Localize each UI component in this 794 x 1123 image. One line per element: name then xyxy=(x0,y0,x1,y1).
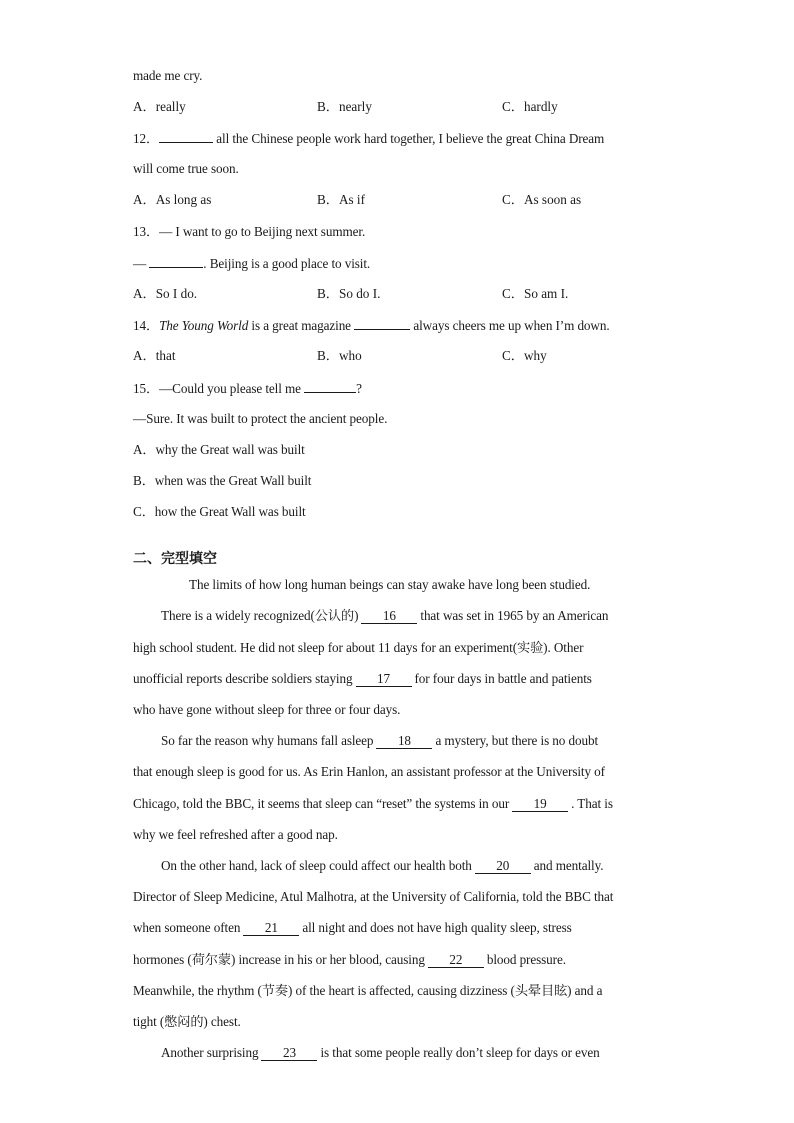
q14-stem: 14．The Young World is a great magazine always cheers me up when I’m down. xyxy=(133,318,610,333)
q14-option-a: A．that xyxy=(133,348,176,363)
q13-option-b: B．So do I. xyxy=(317,286,381,301)
blank-16[interactable]: 16 xyxy=(361,609,417,624)
q13-stem-line2: — . Beijing is a good place to visit. xyxy=(133,256,371,271)
q13-blank xyxy=(149,254,203,268)
q12-blank xyxy=(159,129,213,143)
blank-22[interactable]: 22 xyxy=(428,953,484,968)
q15-blank xyxy=(304,379,356,393)
q12-stem-line1: 12． all the Chinese people work hard together, I believe the great China Dream xyxy=(133,131,605,146)
q13-stem-line1: 13．— I want to go to Beijing next summer. xyxy=(133,224,366,239)
p4-line1: Another surprising 23 is that some people really don’t sleep for days or even xyxy=(161,1045,600,1060)
q14-option-c: C．why xyxy=(502,348,547,363)
p2-line3: Chicago, told the BBC, it seems that sleep can “reset” the systems in our 19 . That is xyxy=(133,796,613,811)
q13-option-c: C．So am I. xyxy=(502,286,569,301)
q15-option-c: C．how the Great Wall was built xyxy=(133,504,306,519)
p1-line3: unofficial reports describe soldiers staying 17 for four days in battle and patients xyxy=(133,671,592,686)
q12-option-b: B．As if xyxy=(317,192,365,207)
p1-line2: high school student. He did not sleep for about 11 days for an experiment(实验). Other xyxy=(133,640,584,655)
q15-stem-line2: —Sure. It was built to protect the ancient people. xyxy=(133,411,388,426)
p3-line1: On the other hand, lack of sleep could affect our health both 20 and mentally. xyxy=(161,858,604,873)
q11-option-a: A．really xyxy=(133,99,186,114)
blank-19[interactable]: 19 xyxy=(512,797,568,812)
p2-line1: So far the reason why humans fall asleep 18 a mystery, but there is no doubt xyxy=(161,733,599,748)
q13-option-a: A．So I do. xyxy=(133,286,198,301)
q12-option-c: C．As soon as xyxy=(502,192,582,207)
blank-17[interactable]: 17 xyxy=(356,672,412,687)
p1-line4: who have gone without sleep for three or four days. xyxy=(133,702,401,717)
q15-option-a: A．why the Great wall was built xyxy=(133,442,305,457)
q11-option-c: C．hardly xyxy=(502,99,558,114)
blank-21[interactable]: 21 xyxy=(243,921,299,936)
blank-20[interactable]: 20 xyxy=(475,859,531,874)
p3-line5: Meanwhile, the rhythm (节奏) of the heart is affected, causing dizziness (头晕目眩) and a xyxy=(133,983,603,998)
section-heading: 二、完型填空 xyxy=(133,551,217,567)
q15-option-b: B．when was the Great Wall built xyxy=(133,473,312,488)
p1-line1: There is a widely recognized(公认的) 16 that was set in 1965 by an American xyxy=(161,608,609,623)
q12-option-a: A．As long as xyxy=(133,192,212,207)
q12-stem-line2: will come true soon. xyxy=(133,161,239,176)
p3-line6: tight (憋闷的) chest. xyxy=(133,1014,241,1029)
p2-line2: that enough sleep is good for us. As Erin Hanlon, an assistant professor at the University of xyxy=(133,764,605,779)
passage-title: The limits of how long human beings can stay awake have long been studied. xyxy=(189,577,591,592)
q14-blank xyxy=(354,316,410,330)
p3-line2: Director of Sleep Medicine, Atul Malhotra, at the University of California, told the BBC that xyxy=(133,889,614,904)
p2-line4: why we feel refreshed after a good nap. xyxy=(133,827,338,842)
p3-line4: hormones (荷尔蒙) increase in his or her blood, causing 22 blood pressure. xyxy=(133,952,566,967)
q11-option-b: B．nearly xyxy=(317,99,372,114)
blank-18[interactable]: 18 xyxy=(376,734,432,749)
blank-23[interactable]: 23 xyxy=(261,1046,317,1061)
q11-text-tail: made me cry. xyxy=(133,68,203,83)
q15-stem-line1: 15．—Could you please tell me ? xyxy=(133,381,362,396)
p3-line3: when someone often 21 all night and does not have high quality sleep, stress xyxy=(133,920,572,935)
q14-option-b: B．who xyxy=(317,348,362,363)
